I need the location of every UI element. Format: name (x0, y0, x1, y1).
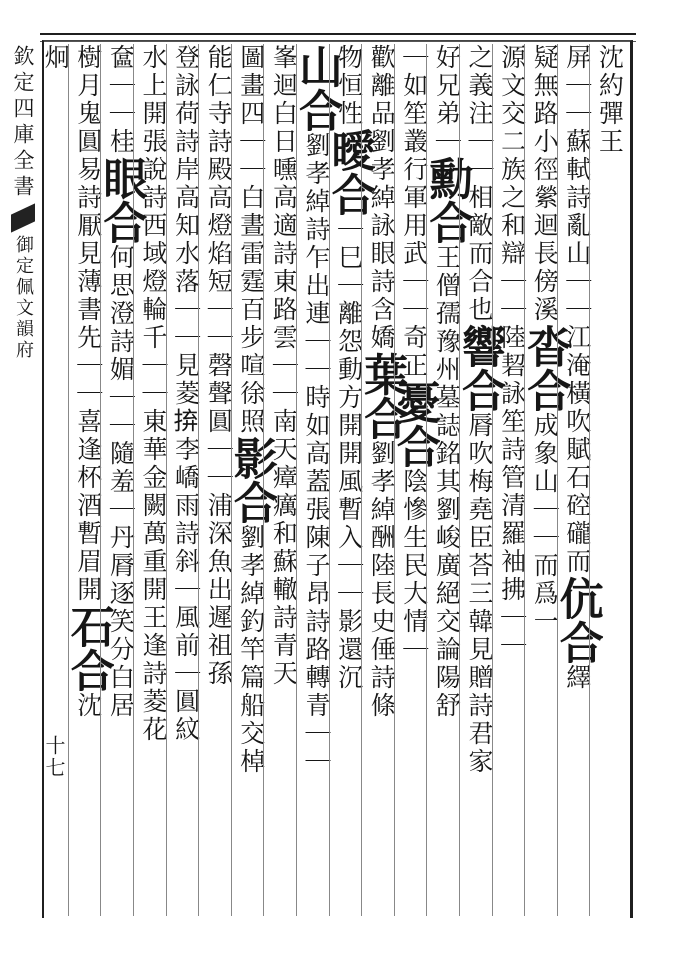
column-rule (426, 44, 427, 916)
column-rule (361, 44, 362, 916)
headword: 憂 (388, 380, 440, 424)
text-segment: 脣吹梅堯臣荅三韓見贈詩君家 (465, 412, 494, 776)
column-rule (68, 44, 69, 916)
text-segment: ｜巳｜離怨動方開 (334, 216, 364, 440)
text-segment: ｜｜浦深魚出遲祖孫 (204, 436, 234, 688)
fishtail-mark-icon (11, 203, 35, 232)
headword: 合 (454, 368, 505, 412)
headword: 合 (519, 368, 571, 412)
text-segment: 奩｜｜桂 (106, 44, 136, 156)
column-rule (263, 44, 264, 916)
headword: 沓 (519, 324, 571, 368)
text-segment: 水上開張說詩西域燈輪千｜｜東華金闕萬重開王逢詩菱花 (139, 44, 168, 744)
column-rule (296, 44, 297, 916)
text-segment: 劉孝綽詠眼詩含嬌 (367, 128, 397, 352)
headword: 合 (95, 200, 147, 244)
text-segment: 陸䂮詠笙詩管清羅袖拂｜｜ (497, 324, 527, 660)
column-rule (492, 44, 493, 916)
headword: 合 (388, 424, 440, 468)
text-segment: 磬聲圓 (204, 352, 234, 436)
text-segment: 能仁寺詩殿高燈焰短｜｜ (204, 44, 234, 352)
text-segment: 源文交二族之和辯｜｜ (497, 44, 527, 324)
text-segment: 峯迴白日曛高適詩東路雲｜｜南天瘴癘和蘇轍詩青天 (269, 44, 299, 688)
headword: 合 (551, 620, 603, 664)
text-segment: 劉峻廣絕交論陽舒 (432, 496, 462, 720)
text-segment: ｜如笙叢 (399, 44, 429, 156)
text-segment: 彈王 (595, 100, 625, 156)
column-rule (394, 44, 395, 916)
headword: 勳 (421, 156, 473, 200)
section-title: 御定佩文韻府 (13, 235, 34, 361)
text-segment: ｜｜蘇軾詩亂山｜｜ (562, 72, 592, 324)
headword: 合 (356, 396, 408, 440)
headword: 眼 (95, 156, 147, 200)
text-segment: 行軍用武｜｜奇正 (399, 156, 429, 380)
text-segment: 王僧孺豫州墓誌銘其 (432, 244, 462, 496)
column-rule (166, 44, 167, 916)
text-segment: 炯 (41, 44, 71, 72)
headword: 石 (62, 604, 114, 648)
text-segment: 疑無路小徑縈迴長傍溪 (530, 44, 560, 324)
text-segment: 劉孝綽釣竿篇船交棹 (236, 524, 266, 776)
text-segment: 之義注｜｜相敵而合也 (465, 44, 494, 324)
headword: 響 (454, 324, 505, 368)
text-segment: 繹 (562, 664, 592, 692)
column-rule (459, 44, 460, 916)
headword: 葉 (356, 352, 408, 396)
text-segment: 樹月鬼圓 (73, 44, 103, 156)
text-segment: 沈 (73, 692, 103, 720)
page-number: 十七 (42, 735, 66, 779)
column-rule (100, 44, 101, 916)
text-segment: 何思澄詩媚｜｜隨羞｜丹脣逐笑分白居 (106, 244, 136, 720)
text-segment: 開風暫入｜｜影還沉 (334, 440, 364, 692)
text-column (33, 44, 77, 914)
headword: 合 (225, 480, 277, 524)
text-segment: 登詠荷詩岸高知水落｜｜見菱𢬵李嶠雨詩斜｜風前｜圓紋 (171, 44, 201, 744)
headword: 合 (62, 648, 114, 692)
headword: 曖 (323, 128, 375, 172)
column-rule (589, 44, 590, 916)
column-rule (557, 44, 558, 916)
text-segment: 沈約 (595, 44, 625, 100)
column-rule (133, 44, 134, 916)
column-rule (329, 44, 330, 916)
text-segment: 歡離品 (367, 44, 397, 128)
column-rule (198, 44, 199, 916)
headword: 合 (323, 172, 375, 216)
text-segment: 江淹橫吹賦石硿礲而 (562, 324, 592, 576)
headword: 合 (421, 200, 473, 244)
text-segment: 成象山｜｜而爲一 (530, 412, 560, 636)
headword: 伉 (551, 576, 603, 620)
headword: 山 (291, 44, 342, 88)
text-segment: 屏 (562, 44, 592, 72)
column-rule (231, 44, 232, 916)
text-segment: 好兄弟｜ (432, 44, 462, 156)
book-title: 欽定四庫全書 (11, 45, 35, 201)
text-segment: 易詩厭見薄書先｜｜喜逢杯酒暫眉開 (73, 156, 103, 604)
text-segment: 劉孝綽酬陸長史倕詩條 (367, 440, 397, 720)
text-segment: 物恒性 (334, 44, 364, 128)
text-segment: 劉孝綽詩乍出連｜｜時如高蓋張陳子昂詩路轉青｜｜ (302, 132, 331, 776)
text-segment: 陰慘生民大情｜ (399, 468, 429, 664)
headword: 影 (225, 436, 277, 480)
column-rule (524, 44, 525, 916)
headword: 合 (291, 88, 342, 132)
text-segment: 圖畫四｜｜白晝雷霆百步喧徐照 (236, 44, 266, 436)
